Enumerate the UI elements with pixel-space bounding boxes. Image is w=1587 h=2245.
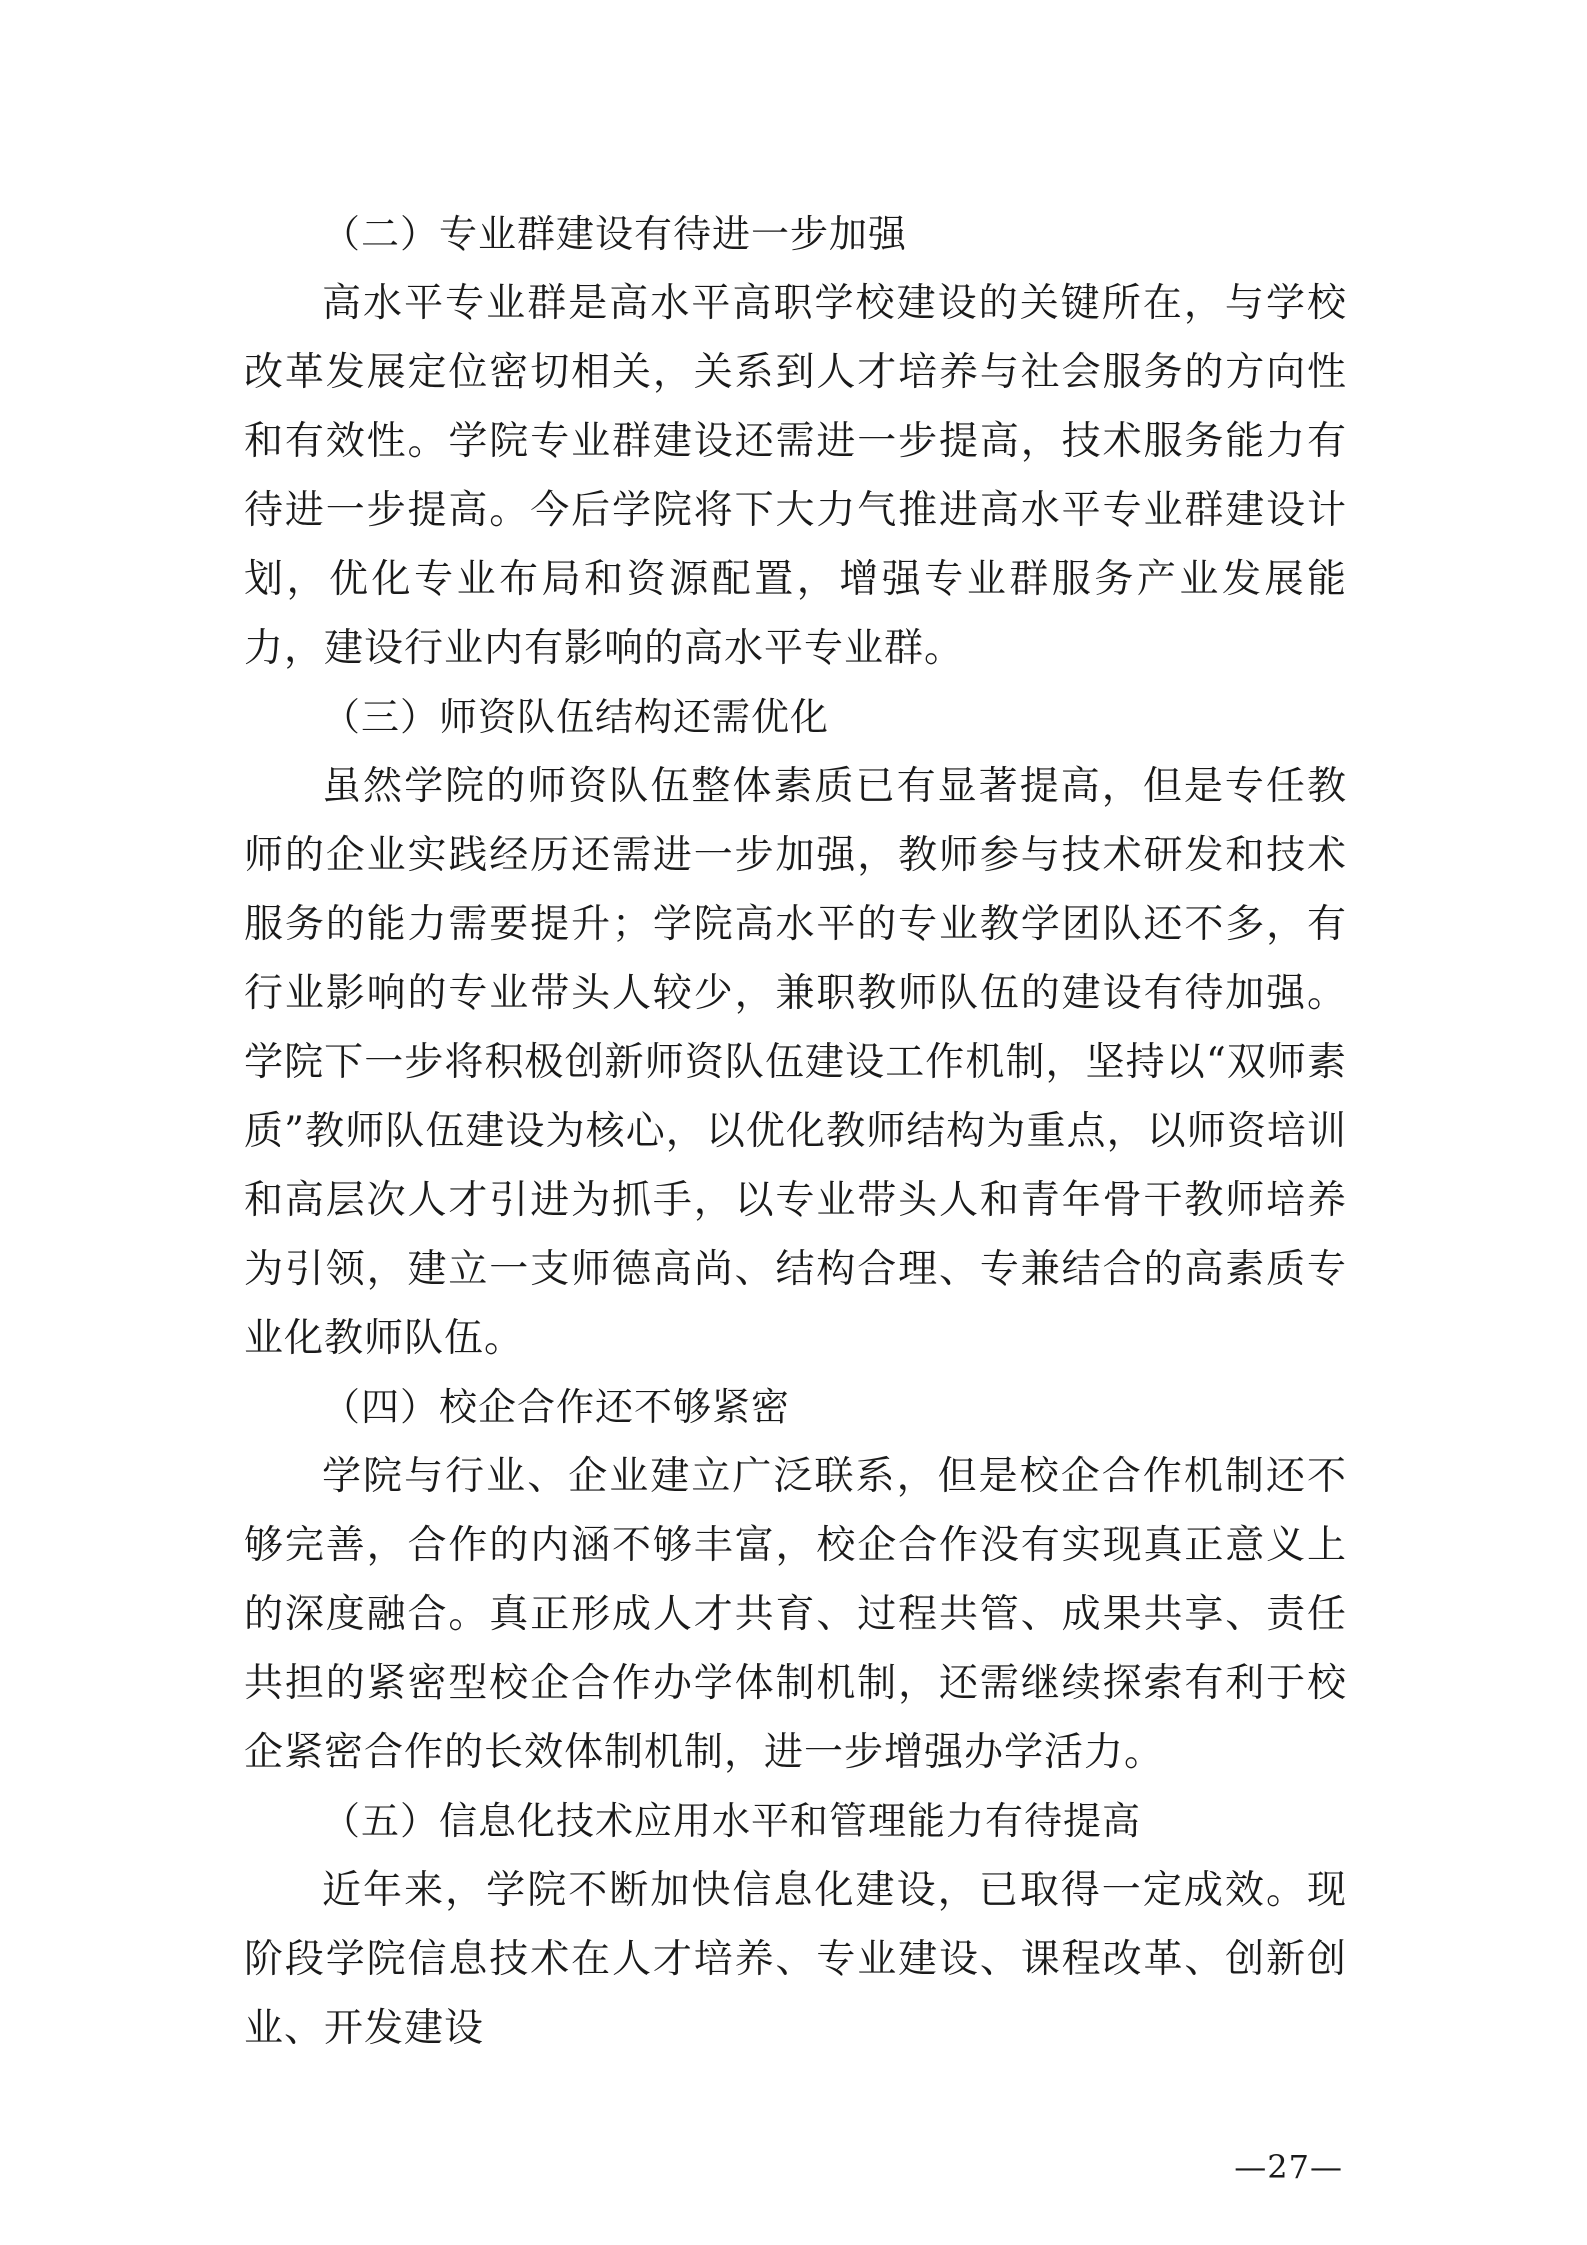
section-heading-5: （五）信息化技术应用水平和管理能力有待提高 (322, 1799, 1142, 1843)
section-heading-2: （二）专业群建设有待进一步加强 (322, 212, 908, 256)
document-page (244, 200, 1347, 2063)
section-heading-4: （四）校企合作还不够紧密 (322, 1385, 791, 1429)
section-paragraph-3: 虽然学院的师资队伍整体素质已有显著提高，但是专任教师的企业实践经历还需进一步加强，教师参与技术研发和技术服务的能力需要提升；学院高水平的专业教学团队还不多，有行业影响的专业带头人较少，兼职教师队伍的建设有待加强。学院下一步将积极创新师资队伍建设工作机制，坚持以“双师素质”教师队伍建设为核心，以优化教师结构为重点，以师资培训和高层次人才引进为抓手，以专业带头人和青年骨干教师培养为引领，建立一支师德高尚、结构合理、专兼结合的高素质专业化教师队伍。 (244, 764, 1347, 1361)
section-heading-3: （三）师资队伍结构还需优化 (322, 695, 830, 739)
section-paragraph-5: 近年来，学院不断加快信息化建设，已取得一定成效。现阶段学院信息技术在人才培养、专业建设、课程改革、创新创业、开发建设 (244, 1868, 1347, 2051)
section-paragraph-2: 高水平专业群是高水平高职学校建设的关键所在，与学校改革发展定位密切相关，关系到人才培养与社会服务的方向性和有效性。学院专业群建设还需进一步提高，技术服务能力有待进一步提高。今后学院将下大力气推进高水平专业群建设计划，优化专业布局和资源配置，增强专业群服务产业发展能力，建设行业内有影响的高水平专业群。 (244, 281, 1347, 671)
section-paragraph-4: 学院与行业、企业建立广泛联系，但是校企合作机制还不够完善，合作的内涵不够丰富，校企合作没有实现真正意义上的深度融合。真正形成人才共育、过程共管、成果共享、责任共担的紧密型校企合作办学体制机制，还需继续探索有利于校企紧密合作的长效体制机制，进一步增强办学活力。 (244, 1454, 1347, 1775)
page-number: —27— (1234, 2148, 1343, 2186)
